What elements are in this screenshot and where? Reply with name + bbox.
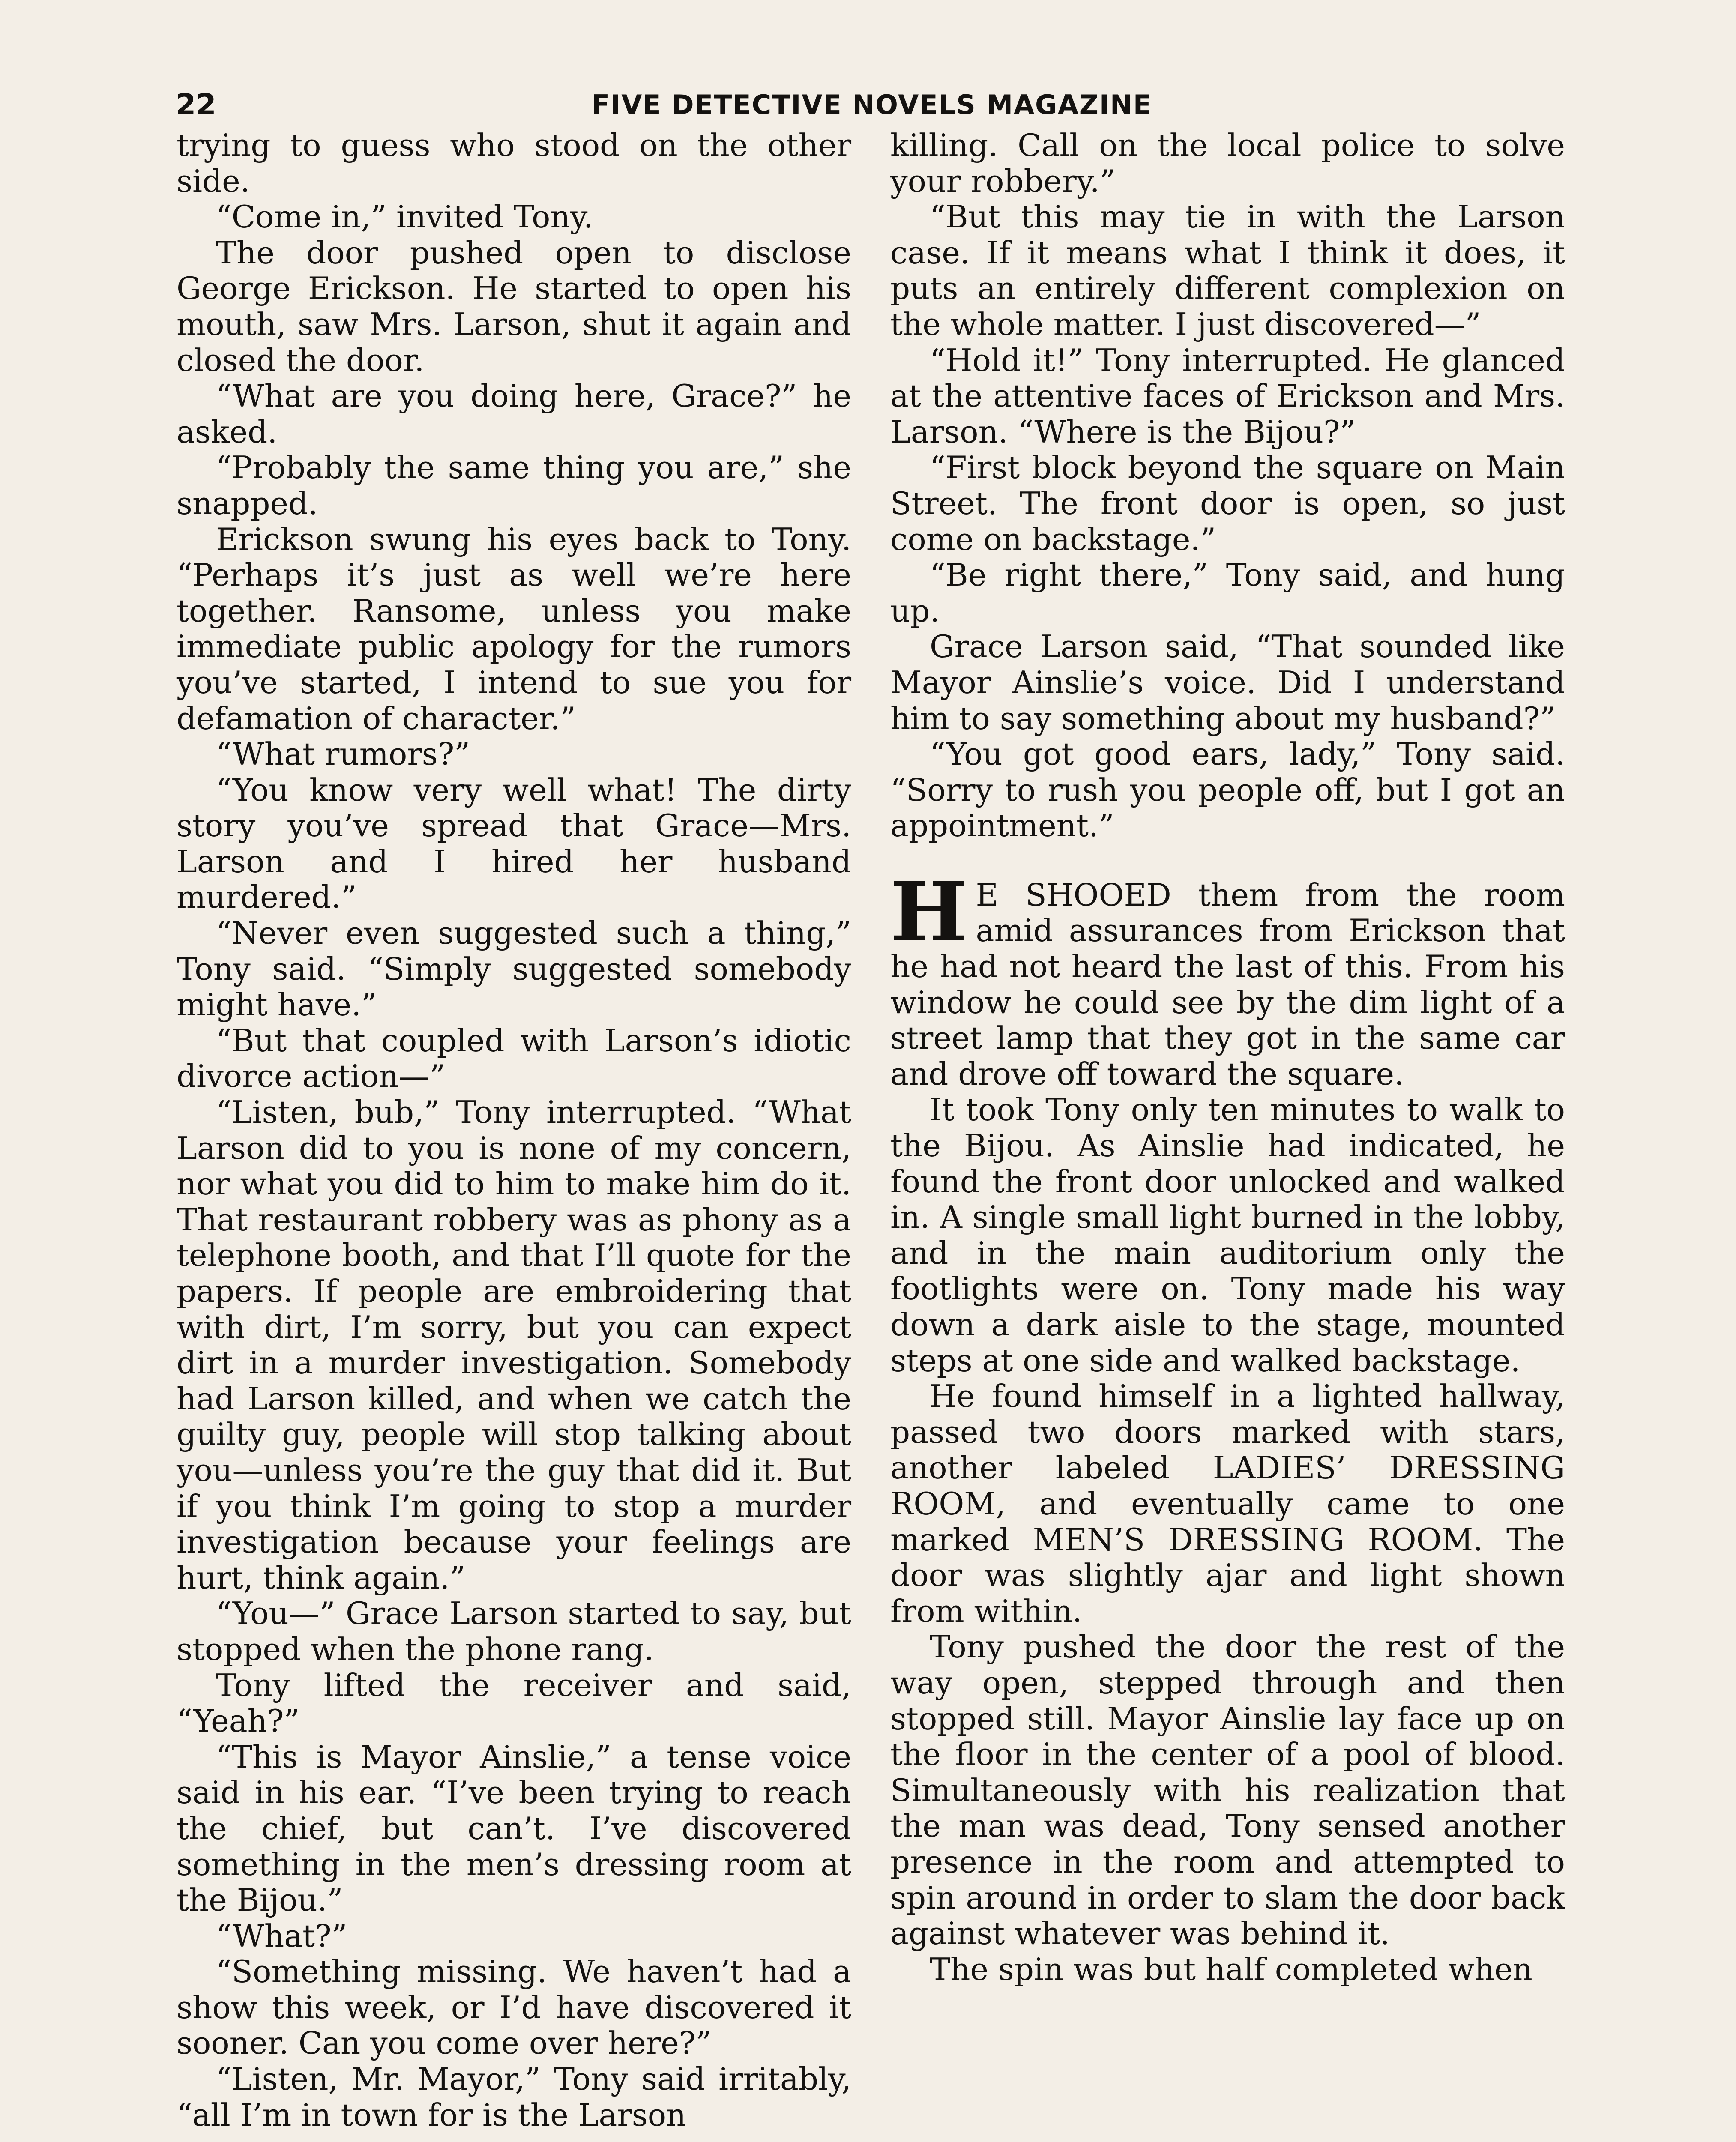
page-header — [176, 86, 1568, 124]
section-opening — [890, 864, 1565, 1092]
paragraph: The spin was but half completed when — [930, 1951, 1532, 1987]
paragraph: “Probably the same thing you are,” she snapped. — [177, 449, 851, 521]
paragraph: “Something missing. We haven’t had a show this week, or I’d have discovered it sooner. Can you come over here?” — [177, 1954, 851, 2061]
paragraph: “You got good ears, lady,” Tony said. “Sorry to rush you people off, but I got an appointment.” — [890, 736, 1565, 844]
page-number: 22 — [176, 88, 216, 122]
paragraph: The door pushed open to disclose George Erickson. He started to open his mouth, saw Mrs. Larson, shut it again and closed the door. — [177, 234, 851, 378]
opening-text: E SHOOED them from the room amid assurances from Erickson that he had not heard the last of this. From his window he could see by the dim light of a street lamp that they got in the same car and drove off toward the square. — [890, 877, 1565, 1092]
paragraph: “But that coupled with Larson’s idiotic divorce action—” — [177, 1022, 851, 1095]
paragraph: “Hold it!” Tony interrupted. He glanced at the attentive faces of Erickson and Mrs. Larson. “Where is the Bijou?” — [890, 342, 1565, 450]
paragraph: It took Tony only ten minutes to walk to the Bijou. As Ainslie had indicated, he found the front door unlocked and walked in. A single small light burned in the lobby, and in the main auditorium only the footlights were on. Tony made his way down a dark aisle to the stage, mounted steps at one side and walked backstage. — [890, 1092, 1565, 1379]
paragraph: “This is Mayor Ainslie,” a tense voice said in his ear. “I’ve been trying to reach the chief, but can’t. I’ve discovered something in the men’s dressing room at the Bijou.” — [177, 1738, 851, 1918]
drop-cap: H — [890, 864, 967, 960]
paragraph: killing. Call on the local police to solve your robbery.” — [890, 127, 1565, 199]
paragraph: “You—” Grace Larson started to say, but stopped when the phone rang. — [177, 1595, 851, 1667]
paragraph: “Be right there,” Tony said, and hung up. — [890, 557, 1565, 629]
paragraph: “Listen, bub,” Tony interrupted. “What Larson did to you is none of my concern, nor what you did to him to make him do it. That restaurant robbery was as phony as a telephone booth, and that I’ll quote for the papers. If people are embroidering that with dirt, I’m sorry, but you can expect dirt in a murder investigation. Somebody had Larson killed, and when we catch the guilty guy, people will stop talking about you—unless you’re the guy that did it. But if you think I’m going to stop a murder investigation because your feelings are hurt, think again.” — [177, 1094, 851, 1596]
paragraph: Erickson swung his eyes back to Tony. “Perhaps it’s just as well we’re here together. Ransome, unless you make immediate public apology for the rumors you’ve started, I intend to sue you for defamation of character.” — [177, 521, 851, 736]
paragraph: “You know very well what! The dirty story you’ve spread that Grace—Mrs. Larson and I hired her husband murdered.” — [177, 772, 851, 915]
paragraph: Tony pushed the door the rest of the way open, stepped through and then stopped still. Mayor Ainslie lay face up on the floor in the center of a pool of blood. Simultaneously with his realization that the man was dead, Tony sensed another presence in the room and attempted to spin around in order to slam the door back against whatever was behind it. — [890, 1629, 1565, 1952]
left-column — [177, 128, 851, 2133]
paragraph: “Come in,” invited Tony. — [216, 199, 593, 235]
magazine-title: FIVE DETECTIVE NOVELS MAGAZINE — [591, 89, 1152, 120]
paragraph: “First block beyond the square on Main Street. The front door is open, so just come on backstage.” — [890, 449, 1565, 557]
paragraph: Grace Larson said, “That sounded like Mayor Ainslie’s voice. Did I understand him to say something about my husband?” — [890, 628, 1565, 736]
paragraph: “What?” — [216, 1918, 347, 1954]
paragraph: Tony lifted the receiver and said, “Yeah?” — [177, 1667, 851, 1739]
right-column — [890, 128, 1565, 1987]
paragraph: “Never even suggested such a thing,” Tony said. “Simply suggested somebody might have.” — [177, 915, 851, 1023]
paragraph: “What rumors?” — [216, 736, 470, 772]
paragraph: He found himself in a lighted hallway, passed two doors marked with stars, another labeled LADIES’ DRESSING ROOM, and eventually came to one marked MEN’S DRESSING ROOM. The door was slightly ajar and light shown from within. — [890, 1378, 1565, 1629]
paragraph: trying to guess who stood on the other side. — [177, 127, 851, 199]
paragraph: “But this may tie in with the Larson case. If it means what I think it does, it puts an entirely different complexion on the whole matter. I just discovered—” — [890, 199, 1565, 342]
paragraph: “What are you doing here, Grace?” he asked. — [177, 378, 851, 450]
paragraph: “Listen, Mr. Mayor,” Tony said irritably, “all I’m in town for is the Larson — [177, 2061, 851, 2133]
